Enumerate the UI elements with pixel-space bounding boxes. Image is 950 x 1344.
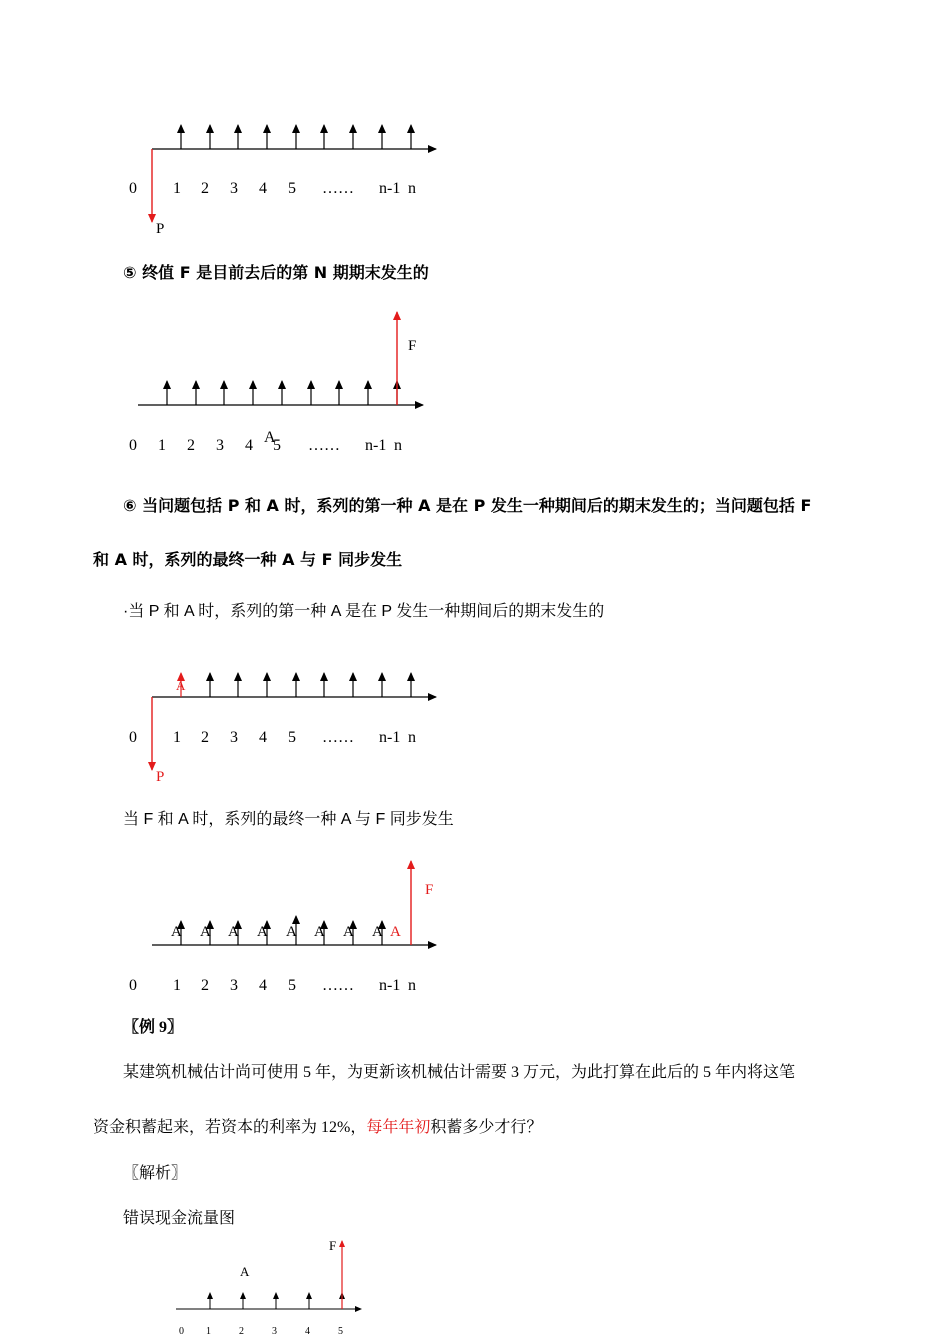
tick-label: ……	[322, 729, 354, 746]
annuity-arrows	[181, 125, 411, 149]
tick-label: 0	[179, 1326, 184, 1337]
a-label: A	[314, 924, 325, 940]
tick-label: 4	[259, 977, 267, 994]
a-label: A	[171, 924, 182, 940]
tick-label: n-1	[379, 977, 401, 994]
tick-label: n-1	[379, 180, 401, 197]
example-line-2	[93, 1114, 542, 1137]
example-line-2-before: 资金积蓄起来，若资本的利率为 12%，	[93, 1119, 367, 1136]
a-label: A	[257, 924, 268, 940]
tick-label: 5	[288, 729, 296, 746]
tick-label: 3	[230, 977, 238, 994]
tick-label: 5	[288, 977, 296, 994]
axis-tick-labels	[129, 729, 416, 746]
tick-label: n	[408, 977, 416, 994]
tick-label: ……	[322, 977, 354, 994]
a-label: A	[200, 924, 211, 940]
note-1: ·当 P 和 A 时，系列的第一种 A 是在 P 发生一种期间后的期末发生的	[123, 603, 605, 620]
a-label: A	[264, 429, 276, 446]
tick-label: n-1	[365, 437, 387, 454]
wrong-diagram-title: 错误现金流量图	[123, 1210, 236, 1227]
tick-label: 2	[239, 1326, 244, 1337]
tick-label: 5	[338, 1326, 343, 1337]
heading-6-line-2: 和 A 时，系列的最终一种 A 与 F 同步发生	[93, 550, 403, 569]
tick-label: 5	[273, 437, 281, 454]
f-label: F	[329, 1238, 337, 1253]
tick-label: 3	[216, 437, 224, 454]
tick-label: 1	[206, 1326, 211, 1337]
tick-label: ……	[322, 180, 354, 197]
heading-5: ⑤ 终值 F 是目前去后的第 N 期期末发生的	[123, 263, 429, 282]
p-label: P	[156, 221, 165, 237]
tick-label: 1	[158, 437, 166, 454]
tick-label: 1	[173, 977, 181, 994]
f-label: F	[408, 338, 417, 354]
tick-label: 2	[201, 977, 209, 994]
heading-6-line-1: ⑥ 当问题包括 P 和 A 时，系列的第一种 A 是在 P 发生一种期间后的期末发生的；当问题包括 F	[123, 496, 812, 515]
annuity-arrows	[167, 381, 397, 405]
tick-label: 3	[230, 729, 238, 746]
annuity-arrows	[210, 1293, 342, 1309]
axis-tick-labels	[129, 180, 416, 197]
tick-label: 3	[272, 1326, 277, 1337]
tick-label: 2	[201, 729, 209, 746]
tick-label: 5	[288, 180, 296, 197]
analysis-label: 〖解析〗	[123, 1165, 188, 1182]
a-label: A	[372, 924, 383, 940]
tick-label: 4	[305, 1326, 310, 1337]
cash-flow-diagram-4	[0, 850, 950, 1000]
a-label: A	[228, 924, 239, 940]
tick-label: n	[408, 180, 416, 197]
tick-label: 2	[187, 437, 195, 454]
tick-label: 0	[129, 977, 137, 994]
cash-flow-diagram-1	[0, 0, 950, 245]
tick-label: n-1	[379, 729, 401, 746]
tick-label: n	[394, 437, 402, 454]
a-label: A	[240, 1264, 250, 1279]
cash-flow-diagram-5	[0, 1230, 950, 1344]
cash-flow-diagram-3	[0, 660, 950, 790]
example-highlight: 每年年初	[366, 1119, 431, 1136]
tick-label: 4	[259, 729, 267, 746]
note-2: 当 F 和 A 时，系列的最终一种 A 与 F 同步发生	[123, 811, 454, 828]
a-labels	[171, 924, 401, 940]
tick-label: 3	[230, 180, 238, 197]
a-label: A	[176, 678, 186, 693]
tick-label: 4	[259, 180, 267, 197]
tick-label: 1	[173, 729, 181, 746]
annuity-arrows	[181, 673, 411, 697]
tick-label: 0	[129, 437, 137, 454]
tick-label: 0	[129, 180, 137, 197]
tick-label: 1	[173, 180, 181, 197]
example-line-2-after: 积蓄多少才行？	[430, 1119, 543, 1136]
f-label: F	[425, 882, 434, 898]
cash-flow-diagram-2	[0, 300, 950, 460]
tick-label: 0	[129, 729, 137, 746]
axis-tick-labels	[129, 977, 416, 994]
axis-tick-labels	[179, 1326, 343, 1337]
tick-label: 2	[201, 180, 209, 197]
example-title: 〖例 9〗	[123, 1019, 184, 1036]
a-label: A	[343, 924, 354, 940]
p-label: P	[156, 769, 165, 785]
tick-label: ……	[308, 437, 340, 454]
tick-label: 4	[245, 437, 253, 454]
a-label: A	[286, 924, 297, 940]
tick-label: n	[408, 729, 416, 746]
example-line-1: 某建筑机械估计尚可使用 5 年，为更新该机械估计需要 3 万元，为此打算在此后的 5 年内将这笔	[123, 1064, 796, 1081]
a-label-last: A	[390, 924, 401, 940]
